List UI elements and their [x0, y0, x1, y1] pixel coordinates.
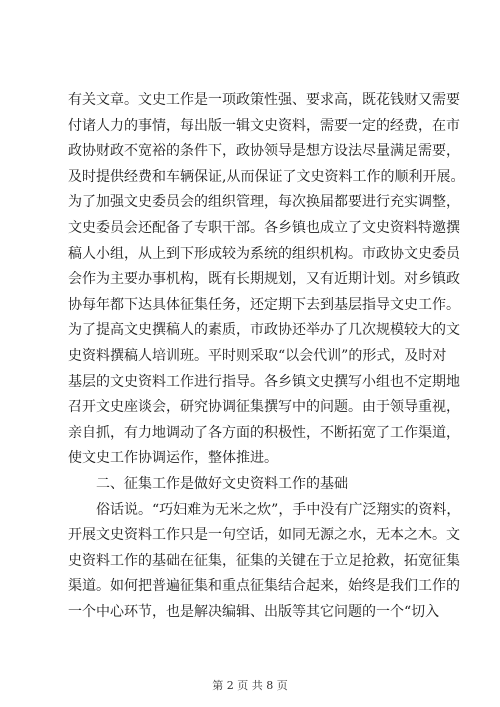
- text-line: 俗话说。“巧妇难为无米之炊”，手中没有广泛翔实的资料，: [96, 501, 461, 518]
- document-body: [68, 88, 465, 625]
- text-line: 为了加强文史委员会的组织管理，每次换届都要进行充实调整，: [68, 194, 460, 211]
- text-line: 渠道。如何把普遍征集和重点征集结合起来，始终是我们工作的: [68, 578, 460, 595]
- text-line: 召开文史座谈会，研究协调征集撰写中的问题。由于领导重视，: [68, 399, 460, 416]
- text-line: 文史委员会还配备了专职干部。各乡镇也成立了文史资料特邀撰: [68, 219, 460, 236]
- page-number: 第 2 页 共 8 页: [212, 679, 288, 692]
- text-line: 使文史工作协调运作，整体推进。: [68, 450, 278, 467]
- text-line: 亲自抓，有力地调动了各方面的积极性，不断拓宽了工作渠道，: [68, 424, 460, 441]
- text-line: 开展文史资料工作只是一句空话，如同无源之水，无本之木。文: [68, 527, 460, 544]
- text-line: 付诸人力的事情，每出版一辑文史资料，需要一定的经费，在市: [68, 117, 460, 134]
- section-heading: 二、征集工作是做好文史资料工作的基础: [96, 475, 348, 492]
- text-line: 史资料撰稿人培训班。平时则采取“以会代训”的形式，及时对: [68, 347, 447, 364]
- text-line: 会作为主要办事机构，既有长期规划，又有近期计划。对乡镇政: [68, 271, 460, 288]
- text-line: 有关文章。文史工作是一项政策性强、要求高，既花钱财又需要: [68, 92, 460, 108]
- text-line: 基层的文史资料工作进行指导。各乡镇文史撰写小组也不定期地: [68, 373, 460, 390]
- text-line: 稿人小组，从上到下形成较为系统的组织机构。市政协文史委员: [68, 245, 460, 262]
- text-line: 政协财政不宽裕的条件下，政协领导是想方设法尽量满足需要，: [68, 143, 460, 160]
- text-line: 史资料工作的基础在征集，征集的关键在于立足抢救，拓宽征集: [68, 552, 460, 569]
- text-line: 一个中心环节，也是解决编辑、出版等其它问题的一个“切入: [68, 603, 440, 620]
- text-line: 及时提供经费和车辆保证,从而保证了文史资料工作的顺利开展。: [68, 168, 465, 185]
- text-line: 为了提高文史撰稿人的素质，市政协还举办了几次规模较大的文: [68, 322, 460, 339]
- text-line: 协每年都下达具体征集任务，还定期下去到基层指导文史工作。: [68, 296, 460, 313]
